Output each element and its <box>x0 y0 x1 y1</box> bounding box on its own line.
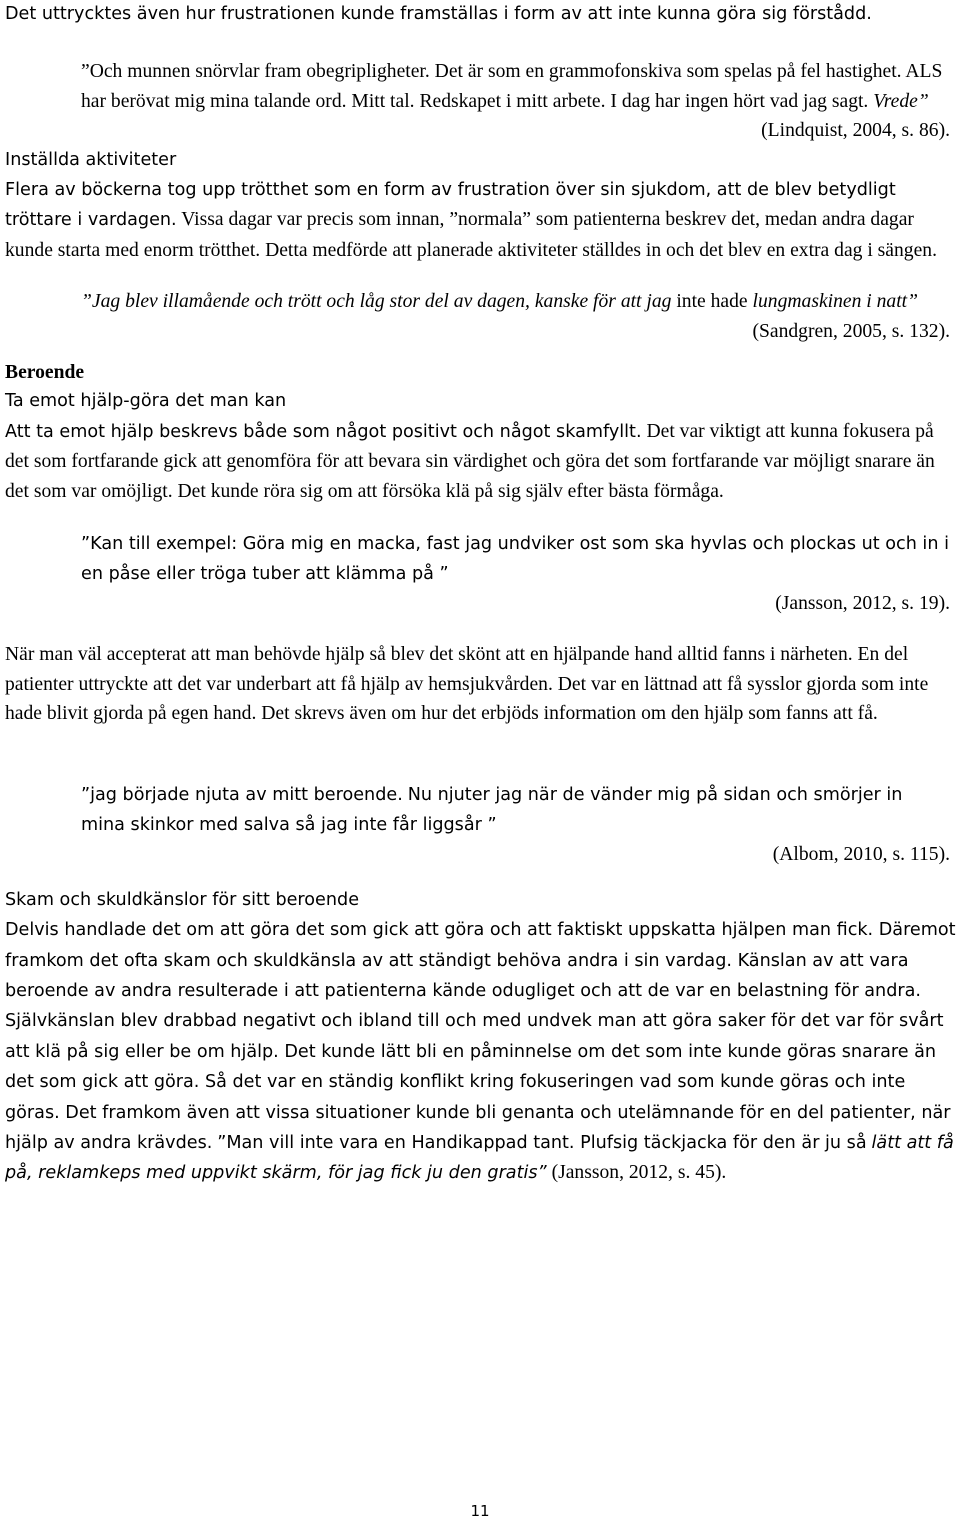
paragraph-trotthet <box>5 175 958 265</box>
quote-albom <box>81 780 950 870</box>
quote-sans-part-2: Nu njuter jag när de vänder mig på sidan och smörjer in mina skinkor med salva så jag inte får liggsår ” <box>81 784 903 835</box>
quote-body: ”Och munnen snörvlar fram obegripligheter. Det är som en grammofonskiva som spelas på fel hastighet. ALS har berövat mig mina talande ord. Mitt tal. Redskapet i mitt arbete. I dag har ingen hört vad jag sagt. <box>81 61 943 112</box>
paragraph-serif-part: Det var viktigt att kunna fokusera på det som fortfarande gick att genomföra för att bevara sin värdighet och göra det som fortfarande var möjligt snarare än det som var omöjligt. Det kunde röra sig om att försöka klä på sig själv efter bästa förmåga. <box>5 420 935 502</box>
heading-installda-aktiviteter: Inställda aktiviteter <box>5 149 177 170</box>
quote-sandgren <box>81 287 950 346</box>
inline-quote-normal: ”Man vill inte vara en Handikappad tant. Plufsig täckjacka för den är ju så <box>217 1133 867 1153</box>
paragraph-sans-part: Delvis handlade det om att göra det som gick att göra och att faktiskt uppskatta hjälpen man fick. Däremot framkom det ofta skam och skuldkänsla av att ständigt behöva andra i sin vardag. Känslan av att vara beroende av andra resulterade i att patienterna kände odugliget och att de var en belastning för andra. <box>5 920 956 1001</box>
quote-text: ”Kan till exempel: Göra mig en macka, fast jag undviker ost som ska hyvlas och plockas ut och in i en påse eller tröga tuber att klämma på ” <box>81 534 949 584</box>
paragraph-skam <box>5 915 958 1189</box>
heading-beroende: Beroende <box>5 362 85 384</box>
subheading-ta-emot-hjalp: Ta emot hjälp-göra det man kan <box>5 391 287 412</box>
quote-text <box>81 57 950 116</box>
paragraph-sans-part-2: Självkänslan blev drabbad negativt och ibland till och med undvek man att göra saker för det var för svårt att klä på sig eller be om hjälp. Det kunde lätt bli en påminnelse om det som inte kunde göras snarare än det som gick att göra. Så det var en ständig konflikt kring fokuseringen vad som kunde göras och inte göras. Det framkom även att vissa situationer kunde bli genanta och utelämnande för en del patienter, när hjälp av andra krävdes. <box>5 1011 951 1153</box>
paragraph-sans-part: Att ta emot hjälp beskrevs både som något positivt och något skamfyllt. <box>5 421 642 442</box>
inline-citation: (Jansson, 2012, s. 45). <box>551 1162 727 1184</box>
quote-normal: inte hade <box>676 291 748 313</box>
quote-citation: (Sandgren, 2005, s. 132). <box>752 320 950 342</box>
quote-text <box>81 287 950 316</box>
intro-paragraph: Det uttrycktes även hur frustrationen kunde framställas i form av att inte kunna göra sig förstådd. <box>5 4 872 24</box>
quote-citation: (Jansson, 2012, s. 19). <box>775 592 950 614</box>
paragraph-hemsjukvarden: När man väl accepterat att man behövde hjälp så blev det skönt att en hjälpande hand alltid fanns i närheten. En del patienter uttryckte att det var underbart att få hjälp av hemsjukvården. Det var en lättnad att få sysslor gjorda som inte hade blivit gjorda på egen hand. Det skrevs även om hur det erbjöds information om den hjälp som fanns att få. <box>5 644 929 725</box>
heading-skam-och-skuldkanslor: Skam och skuldkänslor för sitt beroende <box>5 889 360 910</box>
quote-italic-2: lungmaskinen i natt” <box>752 291 918 313</box>
quote-citation: (Lindquist, 2004, s. 86). <box>761 120 950 142</box>
quote-lindquist <box>81 57 950 145</box>
quote-italic-1: ”Jag blev illamående och trött och låg stor del av dagen, kanske för att jag <box>81 291 672 313</box>
quote-text <box>81 780 950 841</box>
quote-jansson-macka <box>81 530 950 618</box>
inline-quote-italic: lätt att få på, reklamkeps med uppvikt skärm, för jag fick ju den gratis” <box>5 1133 954 1184</box>
quote-sans-part: ”jag började njuta av mitt beroende. <box>81 784 403 805</box>
document-page <box>5 0 958 1189</box>
paragraph-serif-part: Vissa dagar var precis som innan, ”normala” som patienterna beskrev det, medan andra dagar kunde starta med enorm trötthet. Detta medförde att planerade aktiviteter ställdes in och det blev en extra dag i sängen. <box>5 209 937 261</box>
quote-italic: Vrede” <box>873 90 929 112</box>
paragraph-sans-part: Flera av böckerna tog upp trötthet som en form av frustration över sin sjukdom, att de blev betydligt tröttare i vardagen. <box>5 180 896 231</box>
quote-citation: (Albom, 2010, s. 115). <box>772 844 950 866</box>
page-number: 11 <box>470 1502 490 1520</box>
paragraph-ta-emot-hjalp <box>5 417 958 506</box>
